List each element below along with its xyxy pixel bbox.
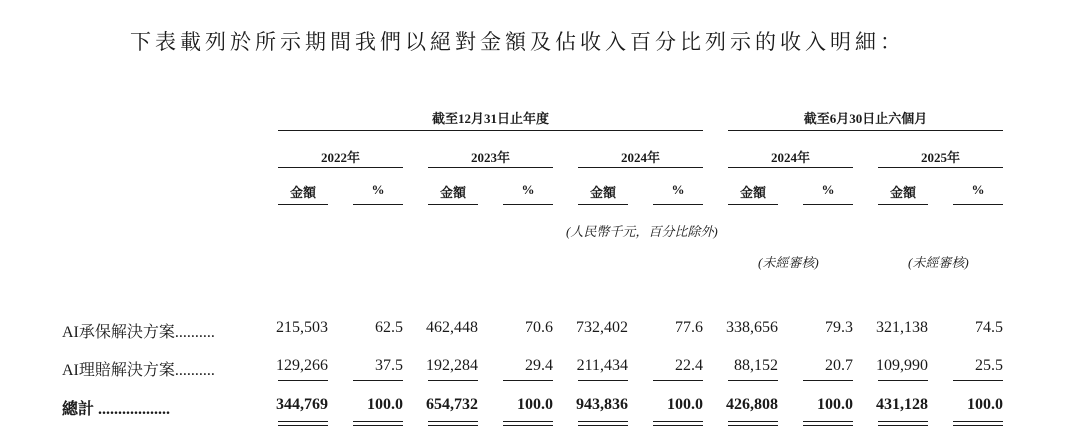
- year-rule-2022: [278, 167, 403, 168]
- unaudited-note: (未經審核): [758, 255, 819, 270]
- year-rule-2024-h1: [728, 167, 853, 168]
- table-cell: 70.6: [525, 319, 553, 336]
- percent-rule: [803, 204, 853, 205]
- total-cell: 100.0: [817, 396, 853, 413]
- table-cell: 732,402: [576, 319, 628, 336]
- amount-rule: [578, 204, 628, 205]
- year-header-2025-h1: 2025年: [920, 150, 960, 165]
- subtotal-rule: [353, 380, 403, 381]
- total-cell: 943,836: [576, 396, 628, 413]
- subtotal-rule: [878, 380, 928, 381]
- year-header-2023: 2023年: [470, 150, 510, 165]
- total-double-rule: [353, 421, 403, 426]
- total-cell: 100.0: [517, 396, 553, 413]
- total-cell: 344,769: [276, 396, 328, 413]
- percent-header: %: [371, 182, 385, 197]
- table-cell: 109,990: [876, 357, 928, 374]
- amount-rule: [278, 204, 328, 205]
- table-cell: 77.6: [675, 319, 703, 336]
- table-cell: 462,448: [426, 319, 478, 336]
- table-cell: 211,434: [576, 357, 628, 374]
- year-rule-2024: [578, 167, 703, 168]
- table-cell: 62.5: [375, 319, 403, 336]
- percent-rule: [503, 204, 553, 205]
- unit-note: (人民幣千元，百分比除外): [566, 224, 718, 239]
- percent-rule: [953, 204, 1003, 205]
- total-cell: 100.0: [667, 396, 703, 413]
- table-cell: 37.5: [375, 357, 403, 374]
- fiscal-year-group-header: 截至12月31日止年度: [431, 111, 549, 126]
- table-cell: 338,656: [726, 319, 778, 336]
- year-header-2024-h1: 2024年: [770, 150, 810, 165]
- amount-rule: [428, 204, 478, 205]
- table-cell: 22.4: [675, 357, 703, 374]
- subtotal-rule: [953, 380, 1003, 381]
- percent-rule: [353, 204, 403, 205]
- percent-header: %: [821, 182, 835, 197]
- percent-rule: [653, 204, 703, 205]
- amount-rule: [728, 204, 778, 205]
- percent-header: %: [521, 182, 535, 197]
- table-cell: 29.4: [525, 357, 553, 374]
- amount-header: 金額: [289, 185, 316, 200]
- total-cell: 654,732: [426, 396, 478, 413]
- subtotal-rule: [428, 380, 478, 381]
- amount-header: 金額: [439, 185, 466, 200]
- year-header-2024: 2024年: [620, 150, 660, 165]
- year-header-2022: 2022年: [320, 150, 360, 165]
- subtotal-rule: [278, 380, 328, 381]
- total-double-rule: [428, 421, 478, 426]
- subtotal-rule: [653, 380, 703, 381]
- total-double-rule: [278, 421, 328, 426]
- subtotal-rule: [803, 380, 853, 381]
- unaudited-note: (未經審核): [908, 255, 969, 270]
- total-double-rule: [953, 421, 1003, 426]
- intro-text: 下表載列於所示期間我們以絕對金額及佔收入百分比列示的收入明細：: [130, 30, 905, 54]
- amount-rule: [878, 204, 928, 205]
- total-double-rule: [503, 421, 553, 426]
- table-cell: 25.5: [975, 357, 1003, 374]
- table-cell: 74.5: [975, 319, 1003, 336]
- subtotal-rule: [503, 380, 553, 381]
- table-cell: 215,503: [276, 319, 328, 336]
- table-cell: 129,266: [276, 357, 328, 374]
- year-rule-2025-h1: [878, 167, 1003, 168]
- total-cell: 426,808: [726, 396, 778, 413]
- total-double-rule: [578, 421, 628, 426]
- total-cell: 100.0: [967, 396, 1003, 413]
- half-year-group-rule: [728, 130, 1003, 131]
- amount-header: 金額: [589, 185, 616, 200]
- amount-header: 金額: [739, 185, 766, 200]
- total-double-rule: [803, 421, 853, 426]
- total-double-rule: [878, 421, 928, 426]
- table-cell: 20.7: [825, 357, 853, 374]
- amount-header: 金額: [889, 185, 916, 200]
- table-cell: 192,284: [426, 357, 478, 374]
- row-label-ai-underwriting: AI承保解決方案..........: [62, 324, 215, 341]
- table-cell: 88,152: [734, 357, 778, 374]
- total-double-rule: [728, 421, 778, 426]
- percent-header: %: [971, 182, 985, 197]
- fiscal-year-group-rule: [278, 130, 703, 131]
- year-rule-2023: [428, 167, 553, 168]
- total-cell: 100.0: [367, 396, 403, 413]
- total-cell: 431,128: [876, 396, 928, 413]
- subtotal-rule: [578, 380, 628, 381]
- percent-header: %: [671, 182, 685, 197]
- row-label-total: 總計 ..................: [62, 401, 171, 418]
- row-label-ai-claims: AI理賠解決方案..........: [62, 362, 215, 379]
- half-year-group-header: 截至6月30日止六個月: [803, 111, 928, 126]
- total-double-rule: [653, 421, 703, 426]
- subtotal-rule: [728, 380, 778, 381]
- table-cell: 321,138: [876, 319, 928, 336]
- table-cell: 79.3: [825, 319, 853, 336]
